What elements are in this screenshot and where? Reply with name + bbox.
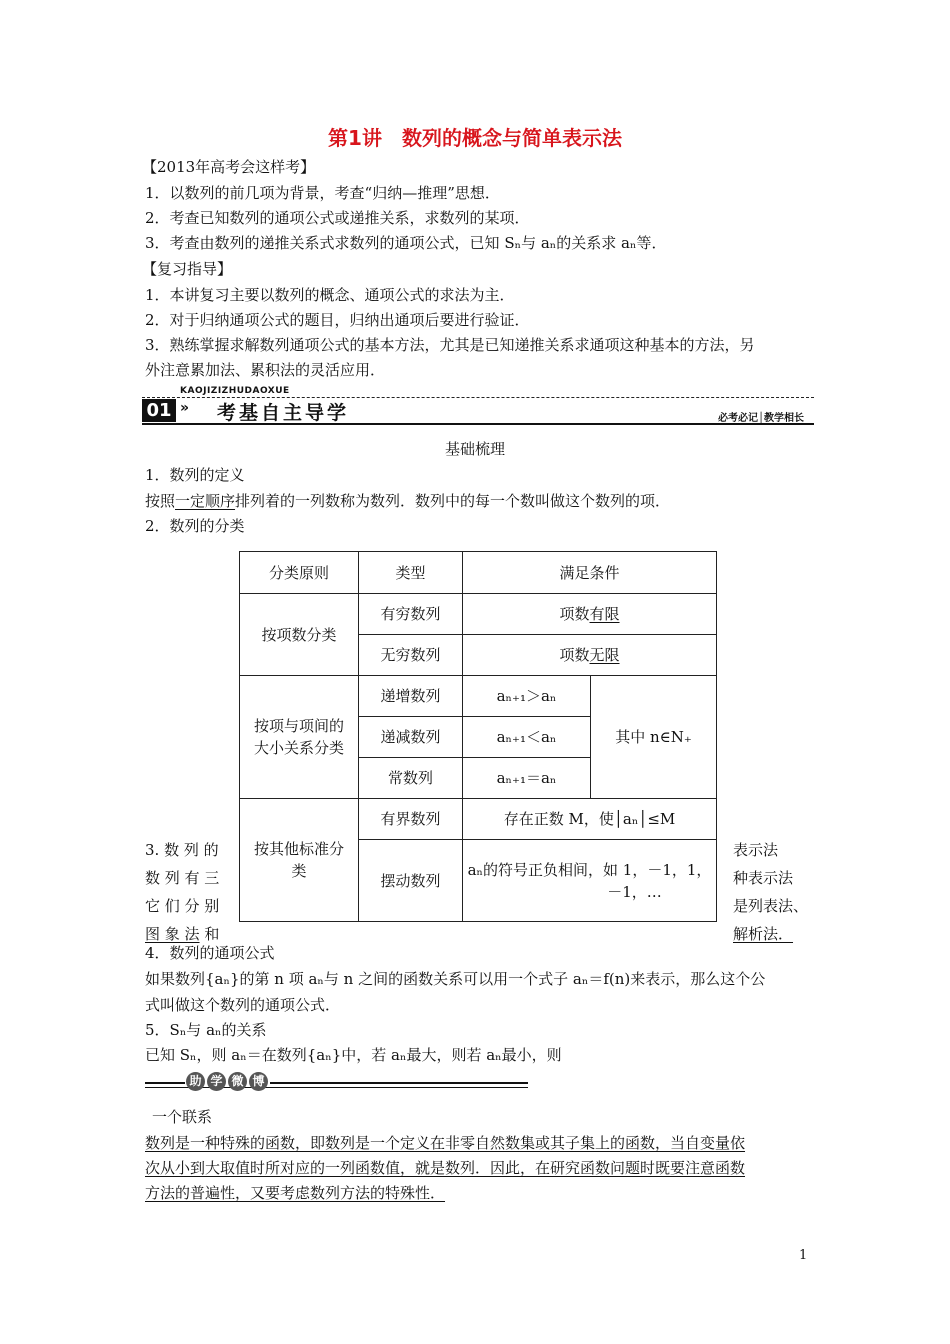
divider — [145, 1082, 185, 1084]
table-header: 分类原则 — [240, 552, 359, 594]
helper-badge — [186, 1072, 268, 1091]
repr-right-line: 是列表法、 — [733, 897, 809, 915]
review-heading: 【复习指导】 — [142, 260, 233, 278]
table-row — [240, 552, 717, 594]
table-header: 满足条件 — [463, 552, 717, 594]
review-item-2: 2．对于归纳通项公式的题目，归纳出通项后要进行验证． — [145, 311, 530, 329]
general-line-1: 如果数列{aₙ}的第 n 项 aₙ与 n 之间的函数关系可以用一个式子 aₙ＝f(n)来表示，那么这个公 — [145, 970, 766, 988]
repr-right-line: 表示法 — [733, 841, 779, 859]
table-row — [240, 676, 717, 717]
exam-heading: 【2013年高考会这样考】 — [142, 158, 316, 176]
sn-line: 已知 Sₙ，则 aₙ＝在数列{aₙ}中，若 aₙ最大，则若 aₙ最小，则 — [145, 1046, 562, 1064]
exam-item-1: 1．以数列的前几项为背景，考查“归纳—推理”思想． — [145, 184, 500, 202]
banner-pinyin: KAOJIZIZHUDAOXUE — [180, 386, 290, 396]
def-text — [145, 491, 670, 511]
def-underlined: 一定顺序 — [175, 492, 236, 510]
link-line: 数列是一种特殊的函数，即数列是一个定义在非零自然数集或其子集上的函数，当自变量依 — [145, 1134, 746, 1152]
table-cell: 有界数列 — [359, 799, 463, 840]
divider — [270, 1082, 528, 1084]
helper-char: 微 — [228, 1072, 247, 1091]
table-cell: 递减数列 — [359, 717, 463, 758]
classification-table — [239, 551, 717, 922]
repr-right-line: 种表示法 — [733, 869, 794, 887]
review-item-3: 3．熟练掌握求解数列通项公式的基本方法，尤其是已知递推关系求通项这种基本的方法，另 — [145, 336, 755, 354]
table-cell: 递增数列 — [359, 676, 463, 717]
link-line: 次从小到大取值时所对应的一列函数值，就是数列．因此，在研究函数问题时既要注意函数 — [145, 1159, 746, 1177]
table-cell: aₙ₊₁＝aₙ — [463, 758, 591, 799]
repr-left-line: 3. 数 列 的 — [145, 841, 219, 859]
banner-underline — [142, 423, 814, 425]
helper-char: 助 — [186, 1072, 205, 1091]
chevron-right-icon: » — [180, 400, 190, 416]
table-row — [240, 594, 717, 635]
banner-right-label: 必考必记│教学相长 — [717, 413, 804, 424]
sn-heading: 5．Sₙ与 aₙ的关系 — [145, 1021, 267, 1039]
table-cell: aₙ的符号正负相间，如 1，－1，1， －1，… — [463, 840, 717, 922]
banner-title: 考基自主导学 — [217, 402, 350, 424]
table-cell: 按其他标准分 类 — [240, 799, 359, 922]
table-header: 类型 — [359, 552, 463, 594]
repr-left-underlined: 图 象 法 — [145, 925, 200, 943]
table-cell: 摆动数列 — [359, 840, 463, 922]
link-heading: 一个联系 — [152, 1108, 213, 1126]
repr-left-line: 数 列 有 三 — [145, 869, 220, 887]
page-title: 第1讲 数列的概念与简单表示法 — [328, 126, 622, 150]
banner-number: 01 — [142, 399, 176, 422]
table-cell: 常数列 — [359, 758, 463, 799]
repr-left-line: 它 们 分 别 — [145, 897, 220, 915]
helper-char: 学 — [207, 1072, 226, 1091]
table-cell: 项数有限 — [463, 594, 717, 635]
link-line: 方法的普遍性，又要考虑数列方法的特殊性． — [145, 1184, 446, 1202]
helper-char: 博 — [249, 1072, 268, 1091]
table-cell: 按项数分类 — [240, 594, 359, 676]
repr-right — [733, 836, 808, 948]
repr-left — [145, 836, 219, 948]
table-cell: aₙ₊₁＞aₙ — [463, 676, 591, 717]
review-item-1: 1．本讲复习主要以数列的概念、通项公式的求法为主． — [145, 286, 515, 304]
table-cell: 有穷数列 — [359, 594, 463, 635]
exam-item-3: 3．考查由数列的递推关系式求数列的通项公式，已知 Sₙ与 aₙ的关系求 aₙ等． — [145, 234, 667, 252]
table-cell: 其中 n∈N₊ — [591, 676, 717, 799]
table-cell: aₙ₊₁＜aₙ — [463, 717, 591, 758]
def-pre: 按照 — [145, 492, 176, 510]
table-cell: 按项与项间的 大小关系分类 — [240, 676, 359, 799]
page-number: 1 — [799, 1248, 808, 1263]
def-heading: 1．数列的定义 — [145, 466, 245, 484]
repr-left-tail: 和 — [199, 925, 220, 943]
classify-heading: 2．数列的分类 — [145, 517, 245, 535]
table-row — [240, 799, 717, 840]
repr-right-line: 解析法． — [733, 925, 794, 943]
exam-item-2: 2．考查已知数列的通项公式或递推关系，求数列的某项． — [145, 209, 530, 227]
table-cell: 项数无限 — [463, 635, 717, 676]
section-title: 基础梳理 — [444, 440, 505, 458]
def-post: 排列着的一列数称为数列．数列中的每一个数叫做这个数列的项． — [235, 492, 671, 510]
review-item-3-cont: 外注意累加法、累积法的灵活应用． — [145, 361, 386, 379]
general-heading: 4．数列的通项公式 — [145, 944, 275, 962]
general-line-2: 式叫做这个数列的通项公式． — [145, 996, 341, 1014]
table-cell: 存在正数 M，使│aₙ│≤M — [463, 799, 717, 840]
table-cell: 无穷数列 — [359, 635, 463, 676]
